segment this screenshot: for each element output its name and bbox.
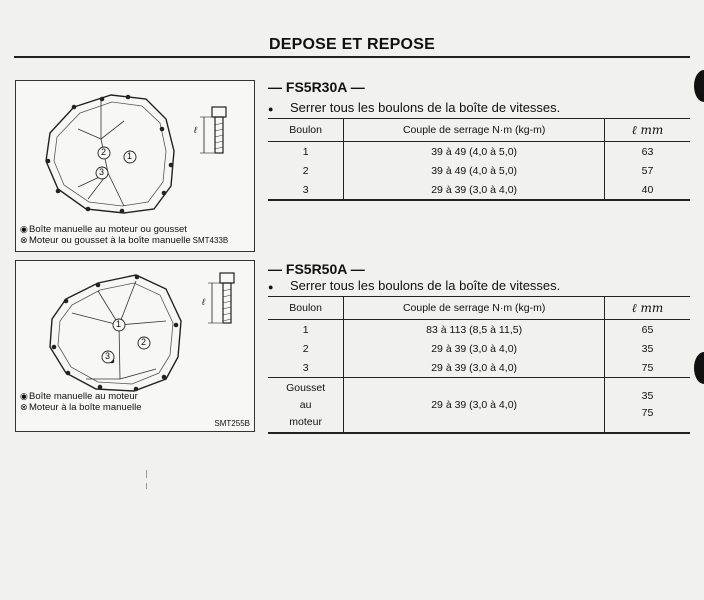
column-header: Couple de serrage N·m (kg-m) <box>344 119 605 142</box>
cross-in-circle-icon: ⊗ <box>20 235 28 245</box>
callout-3: 3 <box>99 167 105 177</box>
dot-in-circle-icon: ◉ <box>20 391 28 401</box>
instruction-bullet: ● Serrer tous les boulons de la boîte de vitesses. <box>268 100 561 115</box>
table-row: 3 29 à 39 (3,0 à 4,0) 75 <box>268 358 690 378</box>
figure-legend <box>20 391 141 413</box>
table-header-row <box>268 297 690 320</box>
column-header: Couple de serrage N·m (kg-m) <box>344 297 605 320</box>
figure-fs5r30a <box>15 80 255 252</box>
column-header: ℓ mm <box>604 297 690 320</box>
column-header: Boulon <box>268 119 344 142</box>
scan-mark <box>146 470 147 478</box>
table-row: 2 29 à 39 (3,0 à 4,0) 35 <box>268 339 690 358</box>
figure-legend <box>20 224 228 246</box>
legend-item: ⊗Moteur ou gousset à la boîte manuelle SMT433B <box>20 235 229 246</box>
callout-2: 2 <box>101 147 107 157</box>
binder-hole <box>694 70 704 102</box>
column-header: Boulon <box>268 297 344 320</box>
dimension-label: ℓ <box>202 297 205 307</box>
table-row: 1 83 à 113 (8,5 à 11,5) 65 <box>268 320 690 340</box>
dimension-label: ℓ <box>194 125 197 135</box>
torque-table-fs5r30a <box>268 118 690 201</box>
table-row: 1 39 à 49 (4,0 à 5,0) 63 <box>268 142 690 162</box>
callout-2: 2 <box>141 337 147 347</box>
column-header: ℓ mm <box>604 119 690 142</box>
scan-mark <box>146 483 147 489</box>
title-rule <box>14 56 690 58</box>
callout-1: 1 <box>116 319 122 329</box>
dot-in-circle-icon: ◉ <box>20 224 28 234</box>
section-heading-fs5r30a: — FS5R30A — <box>268 79 365 95</box>
figure-code: SMT433B <box>192 236 229 245</box>
legend-item: ◉Boîte manuelle au moteur <box>20 391 138 402</box>
legend-item: ⊗Moteur à la boîte manuelle <box>20 402 142 413</box>
bullet-icon: ● <box>268 103 274 114</box>
figure-fs5r50a <box>15 260 255 432</box>
bullet-icon: ● <box>268 281 274 292</box>
table-row: 2 39 à 49 (4,0 à 5,0) 57 <box>268 161 690 180</box>
table-header-row <box>268 119 690 142</box>
table-row: 3 29 à 39 (3,0 à 4,0) 40 <box>268 180 690 200</box>
callout-3: 3 <box>105 351 111 361</box>
cross-in-circle-icon: ⊗ <box>20 402 28 412</box>
torque-table-fs5r50a <box>268 296 690 434</box>
binder-hole <box>694 352 704 384</box>
callout-1: 1 <box>127 151 133 161</box>
page-title: DEPOSE ET REPOSE <box>269 36 435 53</box>
section-heading-fs5r50a: — FS5R50A — <box>268 261 365 277</box>
table-row-gusset: Gousset au moteur 29 à 39 (3,0 à 4,0) 35 75 <box>268 378 690 434</box>
instruction-bullet: ● Serrer tous les boulons de la boîte de vitesses. <box>268 278 561 293</box>
legend-item: ◉Boîte manuelle au moteur ou gousset <box>20 224 187 235</box>
figure-code: SMT255B <box>214 419 250 428</box>
